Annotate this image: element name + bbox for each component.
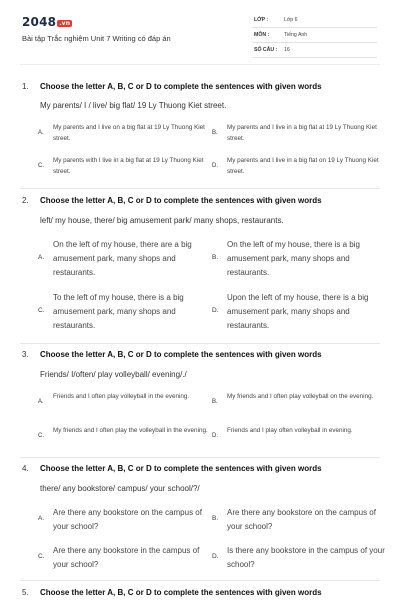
question-given-words: there/ any bookstore/ campus/ your school/?/ [40,484,200,493]
question-number: 5. [22,588,29,597]
question-number: 1. [22,82,29,91]
option-text: To the left of my house, there is a big amusement park, many shops and restaurants. [53,293,184,330]
option-letter: B. [212,515,219,522]
option-letter: C. [38,433,44,439]
option-letter: A. [38,254,45,261]
meta-value: 16 [284,47,290,53]
option-text: Are there any bookstore on the campus of your school? [53,508,202,531]
option-text: My parents and I live on a big flat at 19 Ly Thuong Kiet street. [53,124,205,142]
question-number: 4. [22,464,29,473]
question-1 [0,82,400,192]
option-letter: C. [38,307,45,314]
logo-text: 2048 [22,15,57,29]
question-prompt: Choose the letter A, B, C or D to complete the sentences with given words [40,464,322,473]
option-text: Are there any bookstore on the campus of your school? [227,508,376,531]
header-divider [20,64,380,65]
option-text: My parents with I live in a big flat at 19 Ly Thuong Kiet street. [53,157,204,175]
question-prompt: Choose the letter A, B, C or D to complete the sentences with given words [40,82,322,91]
question-divider [20,457,380,458]
option-text: On the left of my house, there is a big amusement park, many shops and restaurants. [227,240,360,277]
question-divider [20,343,380,344]
option-text: My friends and I often play the volleyball in the evening. [53,427,208,434]
question-given-words: Friends/ I/often/ play volleyball/ evening/./ [40,370,187,379]
option-letter: D. [212,553,219,560]
site-logo[interactable] [22,15,72,29]
question-number: 2. [22,196,29,205]
option-letter: C. [38,163,44,169]
meta-table [252,14,377,59]
option-letter: B. [212,399,218,405]
option-text: My parents and I live in a big flat at 19 Ly Thuong Kiet street. [227,124,377,142]
question-3 [0,350,400,458]
meta-row-count [252,44,377,58]
document-title: Bài tập Trắc nghiệm Unit 7 Writing có đáp án [22,34,171,43]
meta-label: MÔN : [254,32,270,38]
option-letter: D. [212,307,219,314]
option-text: Friends and I often play volleyball in the evening. [53,393,190,400]
meta-value: Tiếng Anh [284,32,308,38]
option-text: On the left of my house, there are a big amusement park, many shops and restaurants. [53,240,192,277]
question-given-words: left/ my house, there/ big amusement park/ many shops, restaurants. [40,216,284,225]
option-text: Are there any bookstore in the campus of your school? [53,546,200,569]
logo-tld: .vn [59,20,71,27]
question-given-words: My parents/ I / live/ big flat/ 19 Ly Thuong Kiet street. [40,101,227,110]
option-letter: A. [38,515,45,522]
option-text: Is there any bookstore in the campus of your school? [227,546,385,569]
question-prompt: Choose the letter A, B, C or D to complete the sentences with given words [40,588,322,597]
question-divider [20,580,380,581]
question-5 [0,588,400,600]
option-letter: D. [212,163,218,169]
question-4 [0,464,400,578]
option-letter: C. [38,553,45,560]
option-letter: A. [38,399,44,405]
question-prompt: Choose the letter A, B, C or D to complete the sentences with given words [40,350,322,359]
option-letter: D. [212,433,218,439]
option-text: Friends and I play often volleyball in evening. [227,427,353,434]
option-text: My friends and I often play volleyball on the evening. [227,393,374,400]
meta-label: SỐ CÂU : [254,47,278,53]
option-text: Upon the left of my house, there is a big amusement park, many shops and restaurants. [227,293,369,330]
meta-label: LỚP : [254,17,269,23]
option-letter: A. [38,130,44,136]
meta-value: Lớp 6 [284,17,298,23]
question-divider [20,188,380,189]
question-2 [0,196,400,344]
option-letter: B. [212,130,218,136]
question-prompt: Choose the letter A, B, C or D to complete the sentences with given words [40,196,322,205]
option-text: My parents and I live in a big flat on 19 Ly Thuong Kiet street. [227,157,379,175]
question-number: 3. [22,350,29,359]
meta-row-grade [252,14,377,28]
option-letter: B. [212,254,219,261]
page-header [0,0,400,62]
meta-row-subject [252,29,377,43]
